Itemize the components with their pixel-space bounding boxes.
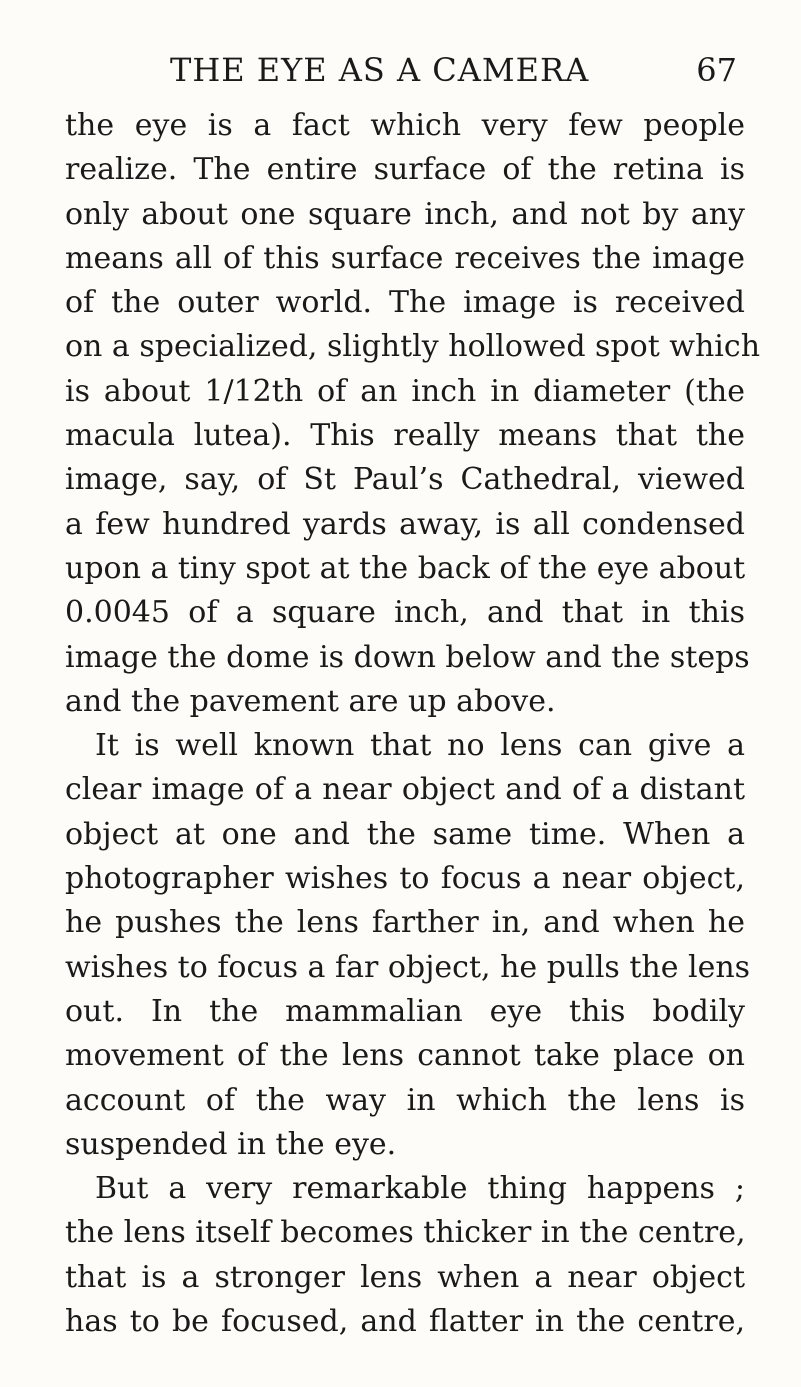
- text-line: movement of the lens cannot take place on: [65, 1038, 745, 1074]
- text-line: the lens itself becomes thicker in the centre,: [65, 1215, 746, 1251]
- text-line: 0.0045 of a square inch, and that in this: [65, 595, 745, 631]
- text-line: image the dome is down below and the steps: [65, 639, 750, 675]
- text-line: photographer wishes to focus a near object,: [65, 861, 745, 897]
- text-line: out. In the mammalian eye this bodily: [65, 993, 745, 1029]
- running-head: [0, 48, 801, 92]
- text-line: means all of this surface receives the image: [65, 240, 745, 276]
- text-line: image, say, of St Paul’s Cathedral, viewed: [65, 462, 745, 498]
- text-line: he pushes the lens farther in, and when he: [65, 905, 745, 941]
- text-line: that is a stronger lens when a near object: [65, 1259, 745, 1295]
- text-line: macula lutea). This really means that the: [65, 418, 745, 454]
- text-line: a few hundred yards away, is all condensed: [65, 506, 745, 542]
- text-line: realize. The entire surface of the retina is: [65, 152, 745, 188]
- text-line: is about 1/12th of an inch in diameter (the: [65, 373, 745, 409]
- text-line: of the outer world. The image is received: [65, 285, 745, 321]
- text-line: suspended in the eye.: [65, 1126, 397, 1162]
- text-line: It is well known that no lens can give a: [95, 728, 745, 764]
- text-line: But a very remarkable thing happens ;: [95, 1171, 745, 1207]
- text-line: on a specialized, slightly hollowed spot which: [65, 329, 761, 365]
- text-line: account of the way in which the lens is: [65, 1082, 745, 1118]
- text-line: has to be focused, and flatter in the centre,: [65, 1304, 745, 1340]
- running-title: THE EYE AS A CAMERA: [170, 51, 590, 89]
- text-line: upon a tiny spot at the back of the eye about: [65, 550, 746, 586]
- text-line: only about one square inch, and not by any: [65, 196, 745, 232]
- text-line: object at one and the same time. When a: [65, 816, 745, 852]
- text-line: wishes to focus a far object, he pulls the lens: [65, 949, 751, 985]
- page-number: 67: [696, 51, 737, 89]
- text-line: the eye is a fact which very few people: [65, 108, 745, 143]
- text-line: clear image of a near object and of a distant: [65, 772, 745, 808]
- body-text: [65, 104, 761, 1344]
- text-line: and the pavement are up above.: [65, 683, 556, 719]
